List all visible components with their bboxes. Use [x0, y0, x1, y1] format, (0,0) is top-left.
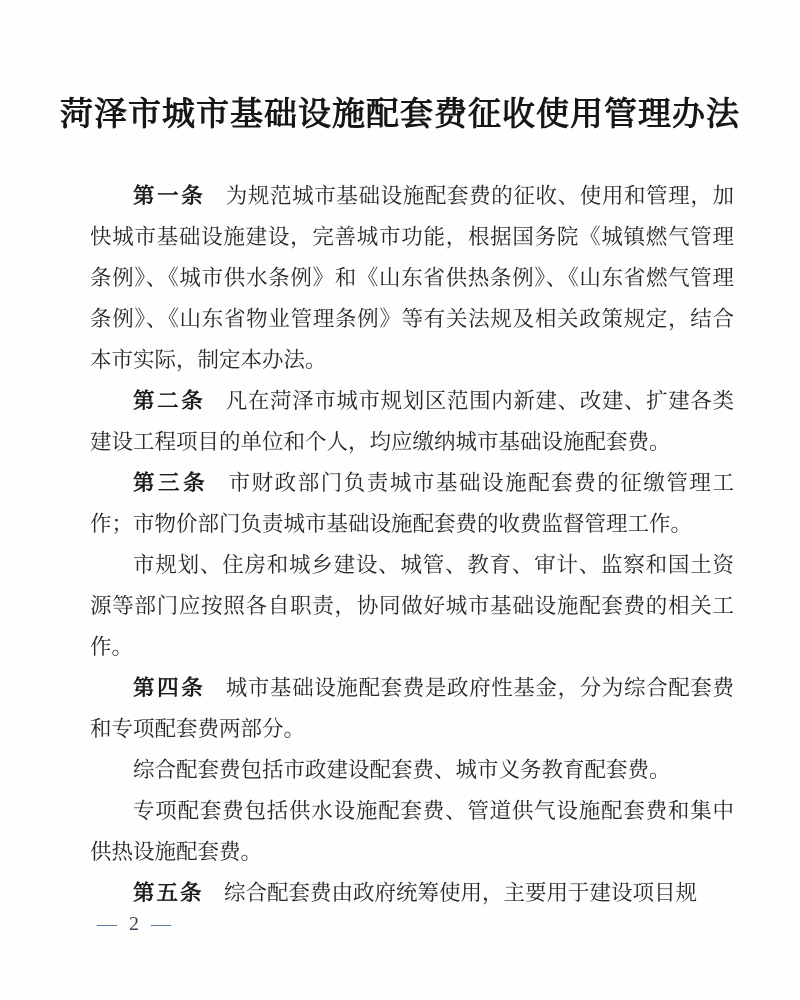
paragraph: [90, 750, 734, 791]
page-number-left-dash: —: [97, 913, 123, 935]
clause-label: 第三条: [133, 471, 209, 495]
paragraph: [90, 791, 734, 873]
clause-paragraph: [90, 463, 734, 545]
clause-paragraph: [90, 381, 734, 463]
clause-paragraph: [90, 668, 734, 750]
clause-label: 第一条: [133, 184, 206, 208]
paragraph-text: 城市基础设施配套费是政府性基金，分为综合配套费和专项配套费两部分。: [90, 676, 734, 741]
clause-label: 第二条: [133, 389, 206, 413]
document-title: 菏泽市城市基础设施配套费征收使用管理办法: [60, 95, 740, 132]
paragraph-text: 市规划、住房和城乡建设、城管、教育、审计、监察和国土资源等部门应按照各自职责，协同做好城市基础设施配套费的相关工作。: [90, 553, 734, 659]
paragraph: [90, 545, 734, 668]
paragraph-text: 综合配套费包括市政建设配套费、城市义务教育配套费。: [133, 758, 671, 782]
clause-paragraph: [90, 176, 734, 381]
paragraph-text: 凡在菏泽市城市规划区范围内新建、改建、扩建各类建设工程项目的单位和个人，均应缴纳城市基础设施配套费。: [90, 389, 734, 454]
page-number-value: 2: [129, 913, 145, 935]
page-number: [97, 913, 177, 936]
clause-paragraph: [90, 873, 734, 914]
page-number-right-dash: —: [151, 913, 177, 935]
paragraph-text: 综合配套费由政府统筹使用，主要用于建设项目规: [223, 881, 697, 905]
clause-label: 第四条: [133, 676, 206, 700]
paragraph-text: 专项配套费包括供水设施配套费、管道供气设施配套费和集中供热设施配套费。: [90, 799, 734, 864]
document-body: [90, 176, 734, 914]
paragraph-text: 市财政部门负责城市基础设施配套费的征缴管理工作；市物价部门负责城市基础设施配套费的收费监督管理工作。: [90, 471, 734, 536]
paragraph-text: 为规范城市基础设施配套费的征收、使用和管理，加快城市基础设施建设，完善城市功能，根据国务院《城镇燃气管理条例》、《城市供水条例》和《山东省供热条例》、《山东省燃气管理条例》、《山东省物业管理条例》等有关法规及相关政策规定，结合本市实际，制定本办法。: [90, 184, 734, 372]
clause-label: 第五条: [133, 881, 204, 905]
